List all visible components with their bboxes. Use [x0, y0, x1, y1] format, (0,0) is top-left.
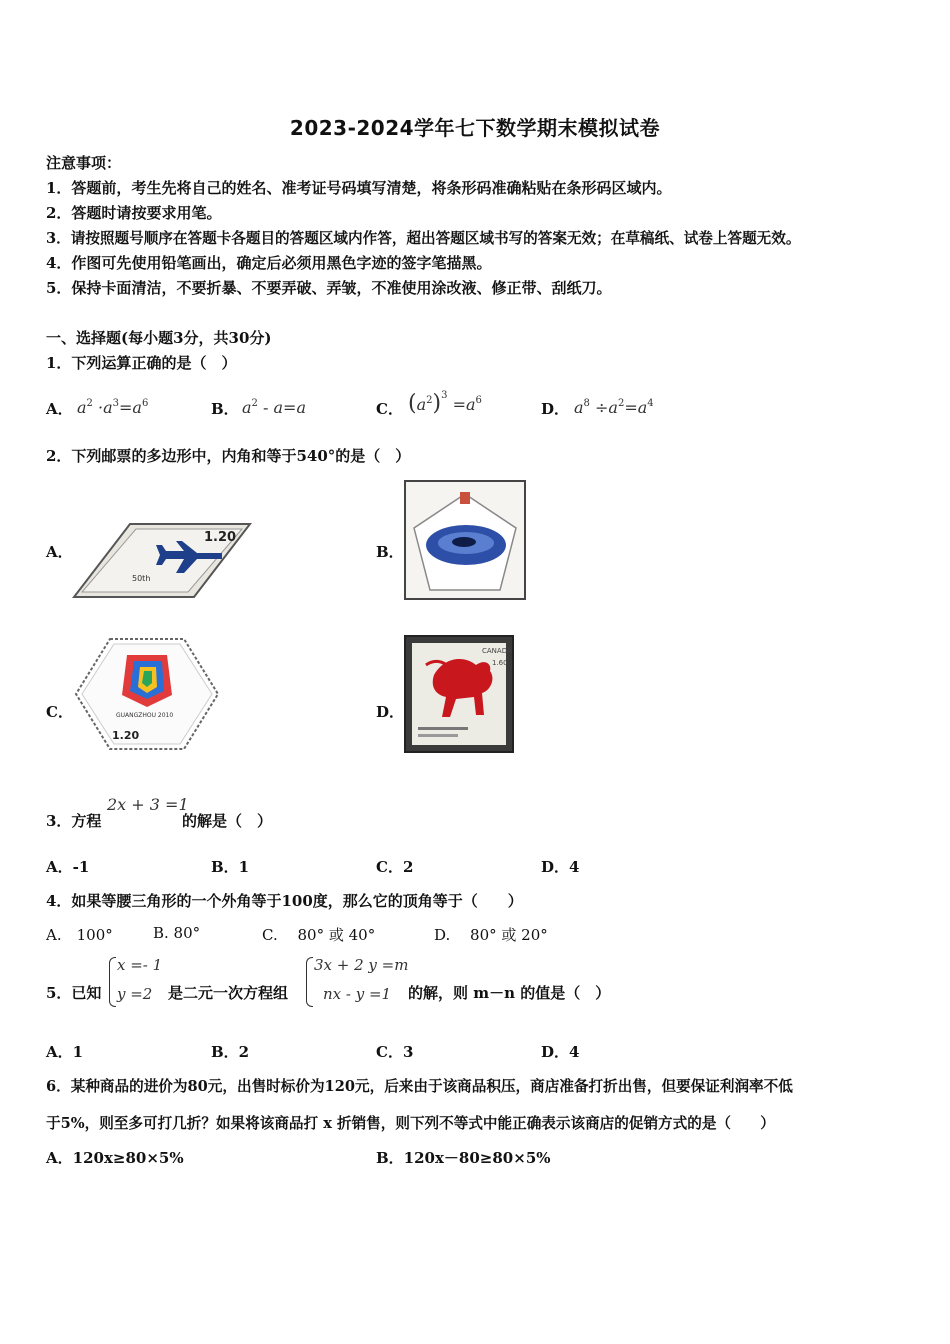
notice-item: 4．作图可先使用铅笔画出，确定后必须用黑色字迹的签字笔描黑。	[46, 254, 492, 272]
q2-option-d-label: D．	[376, 703, 405, 721]
q5-option-d: D．4	[541, 1043, 580, 1061]
question-4-stem: 4．如果等腰三角形的一个外角等于100度，那么它的顶角等于（ ）	[46, 892, 523, 910]
q3-option-d: D．4	[541, 858, 580, 876]
question-6-line-2: 于5%，则至多可打几折？如果将该商品打 x 折销售，则下列不等式中能正确表示该商店的促销方式的是（ ）	[46, 1115, 775, 1132]
q1-option-a-label: A．	[46, 400, 73, 418]
notice-heading: 注意事项：	[46, 154, 122, 172]
q2-option-b-label: B．	[376, 543, 404, 561]
question-3-equation: 2x + 3 =1	[107, 795, 189, 814]
page-title: 2023-2024学年七下数学期末模拟试卷	[289, 116, 661, 140]
q2-option-a-label: A．	[46, 543, 73, 561]
system-2-line-2: nx - y =1	[323, 985, 392, 1003]
q5-option-a: A．1	[46, 1043, 84, 1061]
question-2-stem: 2．下列邮票的多边形中，内角和等于540°的是（ ）	[46, 447, 411, 465]
question-1-stem: 1．下列运算正确的是（ ）	[46, 354, 237, 372]
stamp-c-caption: GUANGZHOU 2010	[116, 712, 174, 719]
q3-option-c: C．2	[376, 858, 414, 876]
q6-option-a: A．120x≥80×5%	[46, 1149, 184, 1167]
stamp-d-value: 1.60	[492, 659, 508, 667]
q4-option-b: B. 80°	[153, 924, 201, 942]
notice-item: 2．答题时请按要求用笔。	[46, 204, 222, 222]
stamp-a-caption: 50th	[132, 574, 151, 583]
system-brace-1	[109, 957, 116, 1007]
q4-option-c: C. 80° 或 40°	[262, 926, 376, 944]
q1-option-a-math: $a^2 \cdot a^3=a^6$	[77, 398, 149, 417]
stamp-c-value: 1.20	[112, 729, 140, 742]
question-6-line-1: 6．某种商品的进价为80元，出售时标价为120元，后来由于该商品积压，商店准备打折出售，但要保证利润率不低	[46, 1078, 793, 1095]
q1-option-c-label: C．	[376, 400, 403, 418]
stamp-pentagon-image	[404, 480, 526, 600]
q6-option-b: B．120x－80≥80×5%	[376, 1149, 551, 1167]
question-5-middle: 是二元一次方程组	[168, 984, 289, 1002]
q5-option-c: C．3	[376, 1043, 414, 1061]
stamp-square-image	[404, 635, 514, 753]
q3-option-b: B．1	[211, 858, 250, 876]
system-2-line-1: 3x + 2 y =m	[314, 956, 409, 974]
q1-option-c-math: $(a^2)^3 =a^6$	[408, 390, 482, 416]
q1-option-d-math: $a^8 \div a^2=a^4$	[574, 398, 654, 417]
system-brace-2	[306, 957, 313, 1007]
q4-option-d: D. 80° 或 20°	[434, 926, 548, 944]
q4-option-a: A. 100°	[46, 926, 113, 944]
q1-option-b-label: B．	[211, 400, 239, 418]
stamp-a-value: 1.20	[204, 530, 237, 545]
stamp-d-country: CANADA	[482, 647, 512, 655]
q1-option-b-math: $a^2 - a=a$	[242, 398, 306, 417]
q5-option-b: B．2	[211, 1043, 250, 1061]
question-5-prefix: 5．已知	[46, 984, 102, 1002]
notice-item: 1．答题前，考生先将自己的姓名、准考证号码填写清楚，将条形码准确粘贴在条形码区域内。	[46, 179, 672, 197]
system-1-line-1: x =- 1	[117, 956, 163, 974]
q2-option-c-label: C．	[46, 703, 73, 721]
system-1-line-2: y =2	[117, 985, 153, 1003]
notice-item: 3．请按照题号顺序在答题卡各题目的答题区域内作答，超出答题区域书写的答案无效；在草稿纸、试卷上答题无效。	[46, 230, 801, 247]
question-5-suffix: 的解，则 m－n 的值是（ ）	[408, 984, 611, 1002]
question-3-prefix: 3．方程	[46, 812, 102, 830]
stamp-hexagon-image	[72, 635, 222, 753]
q1-option-d-label: D．	[541, 400, 570, 418]
q3-option-a: A．-1	[46, 858, 90, 876]
stamp-parallelogram-image	[72, 521, 252, 599]
section-heading: 一、选择题(每小题3分，共30分)	[46, 329, 272, 347]
notice-item: 5．保持卡面清洁，不要折暴、不要弄破、弄皱，不准使用涂改液、修正带、刮纸刀。	[46, 279, 612, 297]
question-3-suffix: 的解是（ ）	[182, 812, 273, 830]
